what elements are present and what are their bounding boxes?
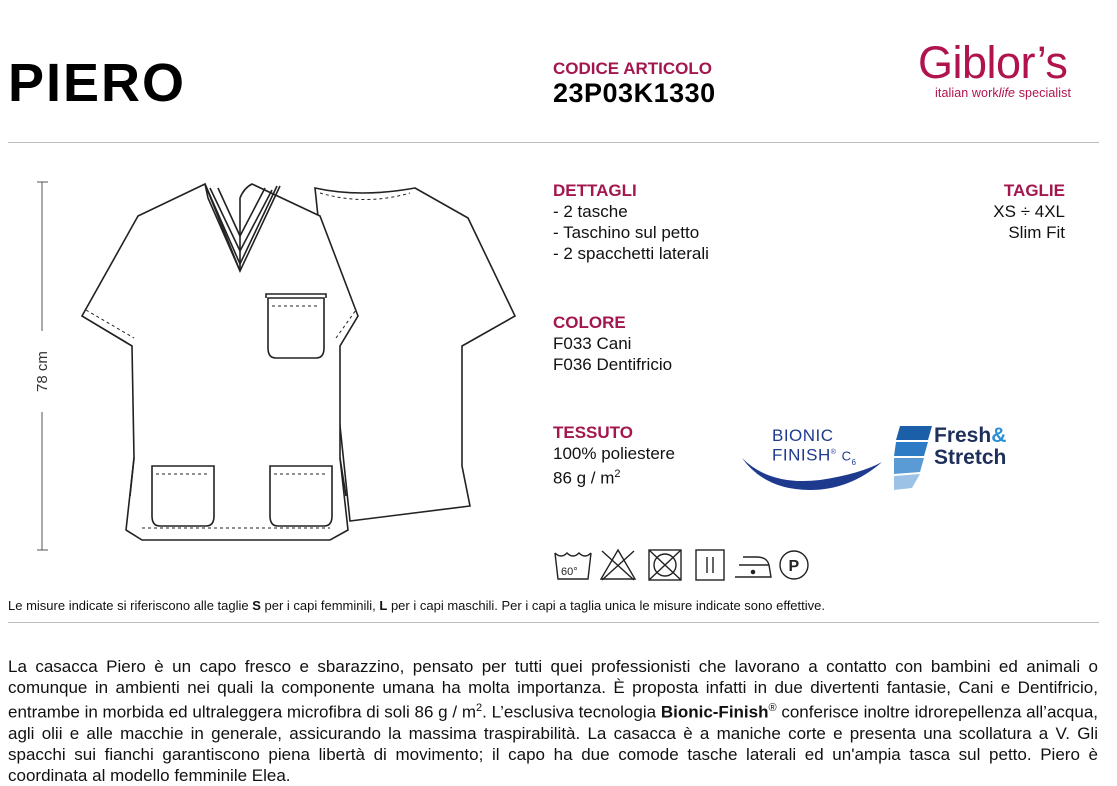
note-bold: S: [252, 598, 261, 613]
note-part: per i capi maschili. Per i capi a taglia unica le misure indicate sono effettive.: [387, 598, 825, 613]
color-section: [553, 313, 672, 375]
brand-tagline: [918, 86, 1100, 100]
note-part: Le misure indicate si riferiscono alle taglie: [8, 598, 253, 613]
bionic-finish-logo: [740, 424, 885, 492]
garment-drawing: [30, 176, 530, 556]
bionic-line2: FINISH: [772, 445, 831, 465]
fresh-stretch-logo: [892, 424, 1032, 490]
tagline-prefix: italian work: [935, 86, 999, 100]
fabric-weight: [553, 464, 675, 489]
sizes-title: TAGLIE: [1003, 181, 1065, 200]
fresh-line2: Stretch: [934, 446, 1007, 469]
garment-front-view: [82, 184, 358, 540]
details-item: - 2 spacchetti laterali: [553, 244, 709, 263]
note-bold: L: [379, 598, 388, 613]
product-description: [8, 656, 1098, 786]
tagline-italic: life: [998, 86, 1016, 100]
bionic-suffix: C: [841, 448, 852, 464]
brand-name: Giblor’s: [918, 37, 1068, 88]
bionic-line1: BIONIC: [772, 426, 834, 445]
sizes-fit: Slim Fit: [1008, 223, 1065, 242]
color-title: COLORE: [553, 313, 626, 332]
fabric-weight-sup: 2: [614, 468, 621, 480]
fresh-ampersand: &: [991, 424, 1007, 447]
tagline-suffix: specialist: [1015, 86, 1072, 100]
fresh-stretch-graphic: [892, 424, 932, 490]
article-code-label: CODICE ARTICOLO: [553, 59, 712, 78]
header-divider: [8, 142, 1099, 143]
dry-clean-p-icon: [780, 551, 808, 579]
dry-clean-letter: P: [788, 558, 800, 575]
note-part: per i capi femminili,: [260, 598, 380, 613]
line-dry-icon: [696, 550, 724, 580]
fabric-weight-value: 86 g / m: [553, 468, 615, 488]
no-tumble-dry-icon: [649, 550, 681, 580]
height-label: 78 cm: [34, 351, 51, 392]
fabric-title: TESSUTO: [553, 423, 633, 442]
no-bleach-icon: [601, 550, 635, 580]
brand-logo: [918, 37, 1100, 112]
desc-part: La casacca Piero è un capo fresco e sbarazzino, pensato per tutti quei professionisti che lavorano a contatto con bambini ed animali o comunque in ambienti nei quali la componente umana ha molta importanza. È proposta infatti in due divertenti fantasie, Cani e Dentifricio, entrambe in morbida ed ultraleggera microfibra di soli 86 g / m: [8, 657, 1098, 722]
details-item: - Taschino sul petto: [553, 223, 700, 242]
desc-part: conferisce inoltre idrorepellenza all’acqua, agli olii e alle macchie in generale, assicurando la massima traspirabilità. La casacca è a maniche corte e presenta una scollatura a V. Gli spacchi sui fianchi garantiscono piena libertà di movimento; il capo ha due comode tasche laterali ed un'ampia tasca sul petto. Piero è coordinata al modello femminile Elea.: [8, 702, 1099, 785]
desc-reg: ®: [768, 702, 777, 714]
size-note: [8, 598, 825, 613]
details-item: - 2 tasche: [553, 202, 628, 221]
fresh-line1-wrap: [934, 425, 1006, 447]
sizes-section: [993, 181, 1065, 243]
wash-temp: 60°: [561, 566, 578, 578]
desc-part: . L’esclusiva tecnologia: [482, 702, 661, 722]
care-icons-row: [553, 547, 813, 583]
bionic-line2-wrap: FINISH® $C_6$: [772, 445, 857, 468]
garment-back-view: [315, 188, 515, 521]
fresh-line1: Fresh: [934, 424, 992, 447]
details-section: [553, 181, 709, 264]
sizes-range: XS ÷ 4XL: [993, 202, 1065, 221]
fabric-section: [553, 423, 675, 489]
fabric-composition: 100% poliestere: [553, 444, 675, 463]
note-divider: [8, 622, 1099, 623]
desc-sup: 2: [476, 702, 483, 714]
product-name: PIERO: [8, 53, 187, 113]
color-item: F036 Dentifricio: [553, 355, 673, 374]
desc-bold: Bionic-Finish: [660, 702, 769, 722]
wash-60-icon: [555, 553, 591, 579]
iron-low-icon: [735, 557, 771, 577]
details-title: DETTAGLI: [553, 181, 637, 200]
color-item: F033 Cani: [553, 334, 632, 353]
article-code-value: 23P03K1330: [553, 78, 716, 108]
